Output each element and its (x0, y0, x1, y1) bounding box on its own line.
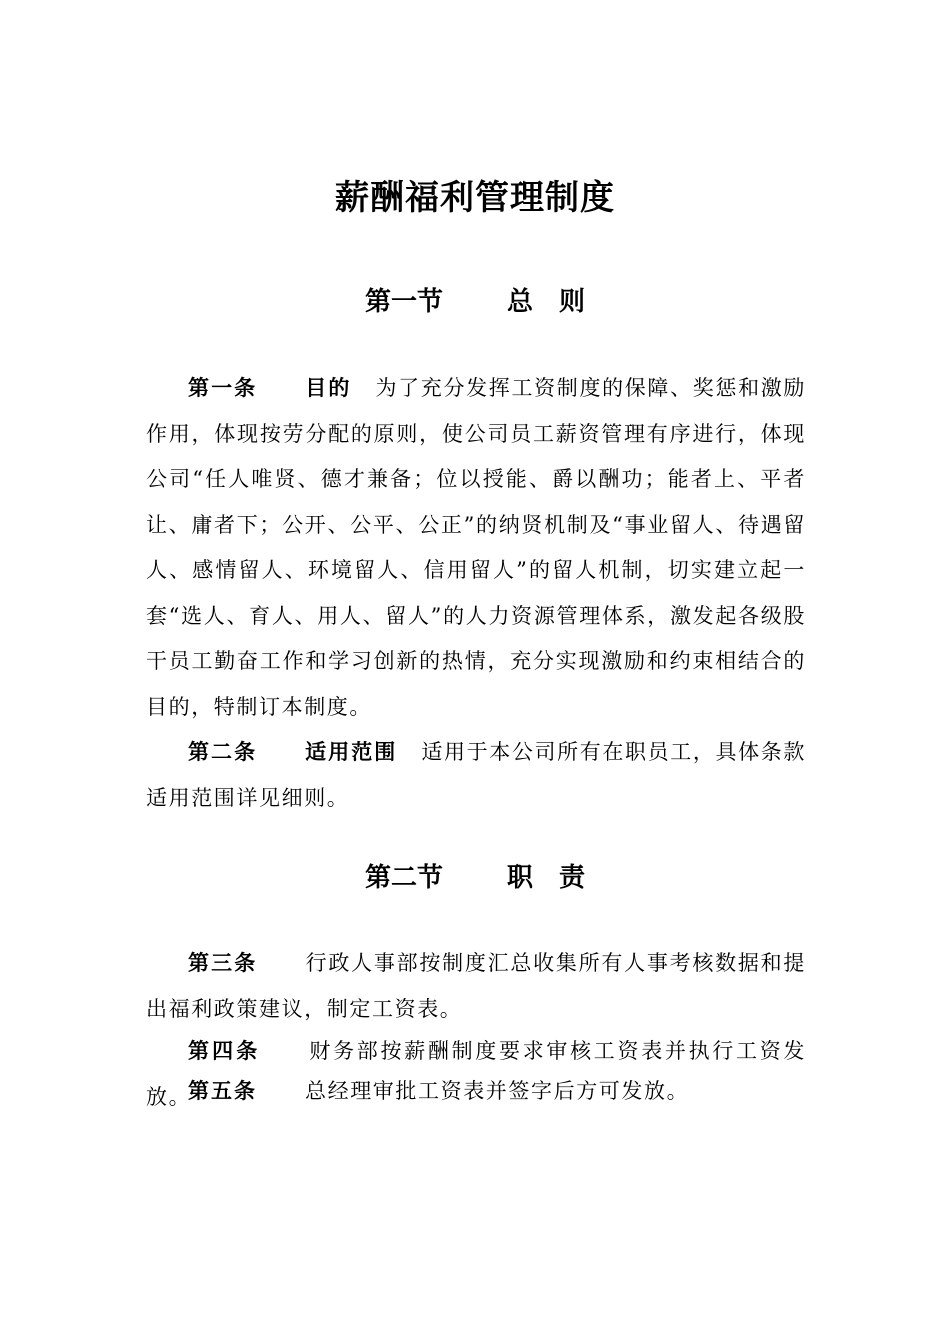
document-title: 薪酬福利管理制度 (335, 178, 615, 218)
article-label: 第四条 (188, 1039, 261, 1063)
section-name: 总则 (507, 287, 612, 317)
article-text: 为了充分发挥工资制度的保障、奖惩和激励作用，体现按劳分配的原则，使公司员工薪资管理有序进行，体现公司“任人唯贤、德才兼备；位以授能、爵以酬功；能者上、平者让、庸者下；公开、公平、公正”的纳贤机制及“事业留人、待遇留人、感情留人、环境留人、信用留人”的留人机制，切实建立起一套“选人、育人、用人、留人”的人力资源管理体系，激发起各级股干员工勤奋工作和学习创新的热情，充分实现激励和约束相结合的目的，特制订本制度。 (146, 376, 807, 719)
article-text: 财务部按薪酬制度要求审核工资表并执行工资发放。 (146, 1039, 807, 1109)
section-number: 第二节 (364, 863, 443, 893)
article-5 (146, 1069, 806, 1115)
section-number: 第一节 (364, 287, 443, 317)
article-2 (146, 730, 806, 821)
article-label: 第三条 (188, 951, 258, 975)
article-text: 适用于本公司所有在职员工，具体条款适用范围详见细则。 (146, 740, 807, 810)
section-name: 职责 (507, 863, 612, 893)
article-label: 第二条 (188, 740, 258, 764)
article-label: 第一条 (188, 376, 258, 400)
section-heading-general (0, 282, 950, 322)
section-heading-duties (0, 858, 950, 898)
article-text: 总经理审批工资表并签字后方可发放。 (305, 1079, 690, 1103)
article-label: 第五条 (188, 1079, 257, 1103)
article-3 (146, 941, 806, 1032)
article-topic: 目的 (305, 376, 352, 400)
article-topic: 适用范围 (305, 740, 398, 764)
article-1 (146, 366, 806, 730)
article-text: 行政人事部按制度汇总收集所有人事考核数据和提出福利政策建议，制定工资表。 (146, 951, 807, 1021)
